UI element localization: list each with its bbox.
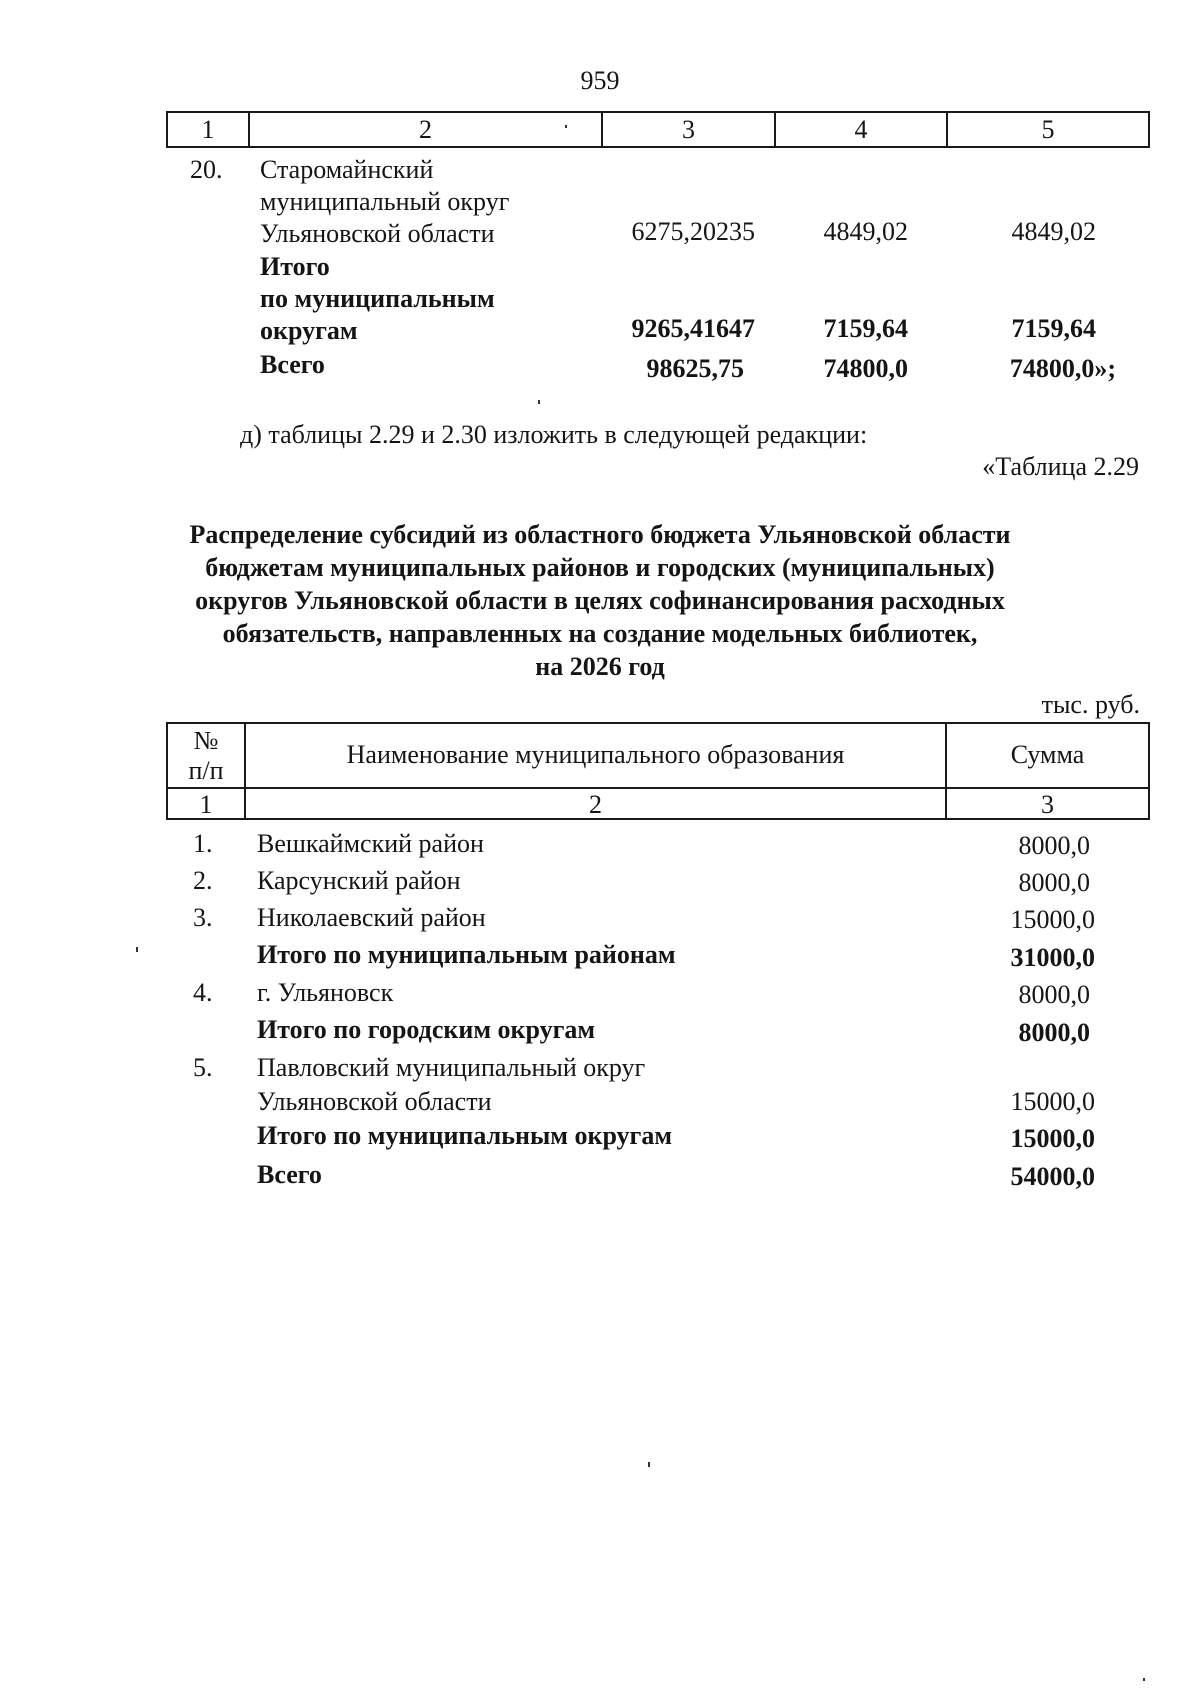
row-value-total: 54000,0 [1010, 1162, 1095, 1191]
subtotal-col5: 7159,64 [1011, 314, 1096, 343]
row-name-line2: Ульяновской области [257, 1087, 492, 1116]
row-name-subtotal: Итого по муниципальным районам [257, 940, 676, 969]
page-number: 959 [580, 66, 620, 95]
row-name-subtotal: Итого по муниципальным округам [257, 1121, 673, 1150]
row-index: 4. [193, 978, 213, 1007]
header-col3: Сумма [1010, 740, 1085, 769]
row-name: Павловский муниципальный округ [257, 1053, 646, 1082]
row-value: 8000,0 [1018, 831, 1090, 860]
title-line-3: округов Ульяновской области в целях софинансирования расходных [195, 586, 1005, 615]
row-index: 1. [193, 829, 213, 858]
row-name-total: Всего [257, 1160, 322, 1189]
subtotal-label-line1: Итого [260, 252, 330, 281]
row-index: 5. [193, 1053, 213, 1082]
row-name-subtotal: Итого по городским округам [257, 1015, 596, 1044]
instruction-text: д) таблицы 2.29 и 2.30 изложить в следующей редакции: [240, 420, 868, 449]
title-line-2: бюджетам муниципальных районов и городских (муниципальных) [205, 553, 995, 582]
units-label: тыс. руб. [1041, 690, 1140, 719]
row-index: 3. [193, 903, 213, 932]
title-line-5: на 2026 год [535, 652, 665, 681]
row-value: 15000,0 [1010, 905, 1095, 934]
table1-header-col3: 3 [682, 115, 695, 144]
row-name: Николаевский район [257, 903, 486, 932]
row-value-subtotal: 31000,0 [1010, 943, 1095, 972]
subtotal-label-line2: по муниципальным [260, 284, 495, 313]
row-index: 2. [193, 866, 213, 895]
scan-speck [648, 1462, 650, 1467]
total-col4: 74800,0 [823, 354, 908, 383]
title-line-4: обязательств, направленных на создание модельных библиотек, [222, 619, 978, 648]
row-value-col4: 4849,02 [823, 217, 908, 246]
row-index: 20. [190, 155, 223, 184]
row-value-subtotal: 15000,0 [1010, 1124, 1095, 1153]
scan-speck [538, 400, 540, 404]
row-name: Карсунский район [257, 866, 461, 895]
header-col2: Наименование муниципального образования [346, 740, 845, 769]
row-name: Вешкаймский район [257, 829, 484, 858]
subtotal-label-line3: округам [260, 316, 358, 345]
table-label: «Таблица 2.29 [982, 452, 1139, 481]
row-name-line2: муниципальный округ [260, 187, 510, 216]
scan-speck [1143, 1678, 1145, 1681]
total-col5: 74800,0»; [1009, 354, 1116, 383]
total-label: Всего [260, 350, 325, 379]
scan-speck [136, 947, 138, 952]
header-col1-line1: № [193, 726, 219, 755]
table1-header-col1: 1 [201, 115, 215, 144]
row-name-line3: Ульяновской области [260, 219, 495, 248]
row-value-col5: 4849,02 [1011, 217, 1096, 246]
row-value: 15000,0 [1010, 1087, 1095, 1116]
colnum-1: 1 [199, 790, 213, 819]
subtotal-col3: 9265,41647 [631, 314, 755, 343]
subtotal-col4: 7159,64 [823, 314, 908, 343]
title-line-1: Распределение субсидий из областного бюджета Ульяновской области [189, 520, 1011, 549]
colnum-2: 2 [589, 790, 602, 819]
table1-header-col5: 5 [1041, 115, 1055, 144]
row-value-col3: 6275,20235 [631, 217, 755, 246]
table1-header-col2: 2 [419, 115, 432, 144]
total-col3: 98625,75 [646, 354, 744, 383]
row-name: г. Ульяновск [257, 978, 394, 1007]
table1-header-col4: 4 [854, 115, 868, 144]
row-name-line1: Старомайнский [260, 155, 434, 184]
row-value: 8000,0 [1018, 868, 1090, 897]
colnum-3: 3 [1041, 790, 1054, 819]
scan-speck [565, 125, 567, 128]
row-value: 8000,0 [1018, 980, 1090, 1009]
header-col1-line2: п/п [188, 756, 224, 785]
row-value-subtotal: 8000,0 [1018, 1018, 1090, 1047]
